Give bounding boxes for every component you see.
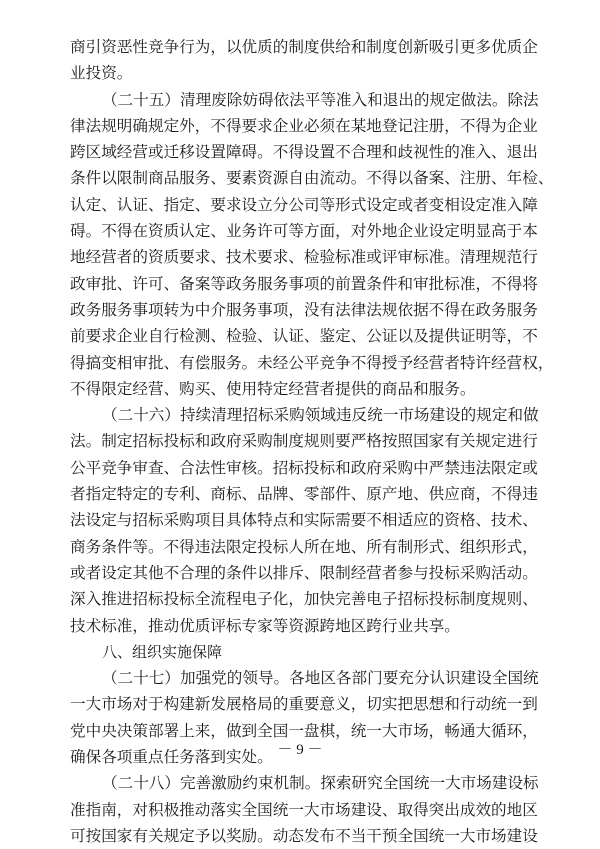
text-line: 技术标准，推动优质评标专家等资源跨地区跨行业共享。 bbox=[70, 616, 460, 635]
text-line: 党中央决策部署上来，做到全国一盘棋，统一大市场，畅通大循环， bbox=[70, 721, 538, 740]
text-line: 政审批、许可、备案等政务服务事项的前置条件和审批标准，不得将 bbox=[70, 274, 538, 293]
text-line: 前要求企业自行检测、检验、认证、鉴定、公证以及提供证明等，不 bbox=[70, 327, 538, 346]
text-line: 律法规明确规定外，不得要求企业必须在某地登记注册，不得为企业 bbox=[70, 116, 538, 135]
text-line: 商务条件等。不得违法限定投标人所在地、所有制形式、组织形式， bbox=[70, 537, 538, 556]
text-line: 政务服务事项转为中介服务事项，没有法律法规依据不得在政务服务 bbox=[70, 300, 538, 319]
text-line: 法设定与招标采购项目具体特点和实际需要不相适应的资格、技术、 bbox=[70, 511, 538, 530]
text-line: 者指定特定的专利、商标、品牌、零部件、原产地、供应商，不得违 bbox=[70, 485, 538, 504]
text-line: 认定、认证、指定、要求设立分公司等形式设定或者变相设定准入障 bbox=[70, 195, 538, 214]
text-line: 法。制定招标投标和政府采购制度规则要严格按照国家有关规定进行 bbox=[70, 432, 538, 451]
text-line: 可按国家有关规定予以奖励。动态发布不当干预全国统一大市场建设 bbox=[70, 826, 538, 845]
text-line: 公平竞争审查、合法性审核。招标投标和政府采购中严禁违法限定或 bbox=[70, 458, 538, 477]
text-line: 条件以限制商品服务、要素资源自由流动。不得以备案、注册、年检、 bbox=[70, 169, 554, 188]
text-line: （二十六）持续清理招标采购领域违反统一市场建设的规定和做 bbox=[102, 406, 539, 425]
text-line: 地经营者的资质要求、技术要求、检验标准或评审标准。清理规范行 bbox=[70, 248, 538, 267]
text-line: 不得限定经营、购买、使用特定经营者提供的商品和服务。 bbox=[70, 379, 476, 398]
text-line: 商引资恶性竞争行为，以优质的制度供给和制度创新吸引更多优质企 bbox=[70, 38, 538, 56]
text-line: 得搞变相审批、有偿服务。未经公平竞争不得授予经营者特许经营权， bbox=[70, 353, 554, 372]
text-line: （二十七）加强党的领导。各地区各部门要充分认识建设全国统 bbox=[102, 669, 539, 688]
section-heading: 八、组织实施保障 bbox=[102, 642, 223, 661]
text-line: 或者设定其他不合理的条件以排斥、限制经营者参与投标采购活动。 bbox=[70, 563, 538, 582]
text-line: 业投资。 bbox=[70, 64, 133, 83]
text-line: （二十五）清理废除妨碍依法平等准入和退出的规定做法。除法 bbox=[102, 90, 539, 109]
text-line: 确保各项重点任务落到实处。 bbox=[70, 748, 273, 767]
text-line: （二十八）完善激励约束机制。探索研究全国统一大市场建设标 bbox=[102, 774, 539, 793]
text-line: 一大市场对于构建新发展格局的重要意义，切实把思想和行动统一到 bbox=[70, 695, 538, 714]
text-line: 准指南，对积极推动落实全国统一大市场建设、取得突出成效的地区 bbox=[70, 800, 538, 819]
text-line: 深入推进招标投标全流程电子化，加快完善电子招标投标制度规则、 bbox=[70, 590, 538, 609]
text-line: 跨区域经营或迁移设置障碍。不得设置不合理和歧视性的准入、退出 bbox=[70, 143, 538, 162]
document-body bbox=[70, 34, 554, 849]
text-line: 碍。不得在资质认定、业务许可等方面，对外地企业设定明显高于本 bbox=[70, 222, 538, 241]
page-number: － 9 － bbox=[277, 742, 323, 758]
